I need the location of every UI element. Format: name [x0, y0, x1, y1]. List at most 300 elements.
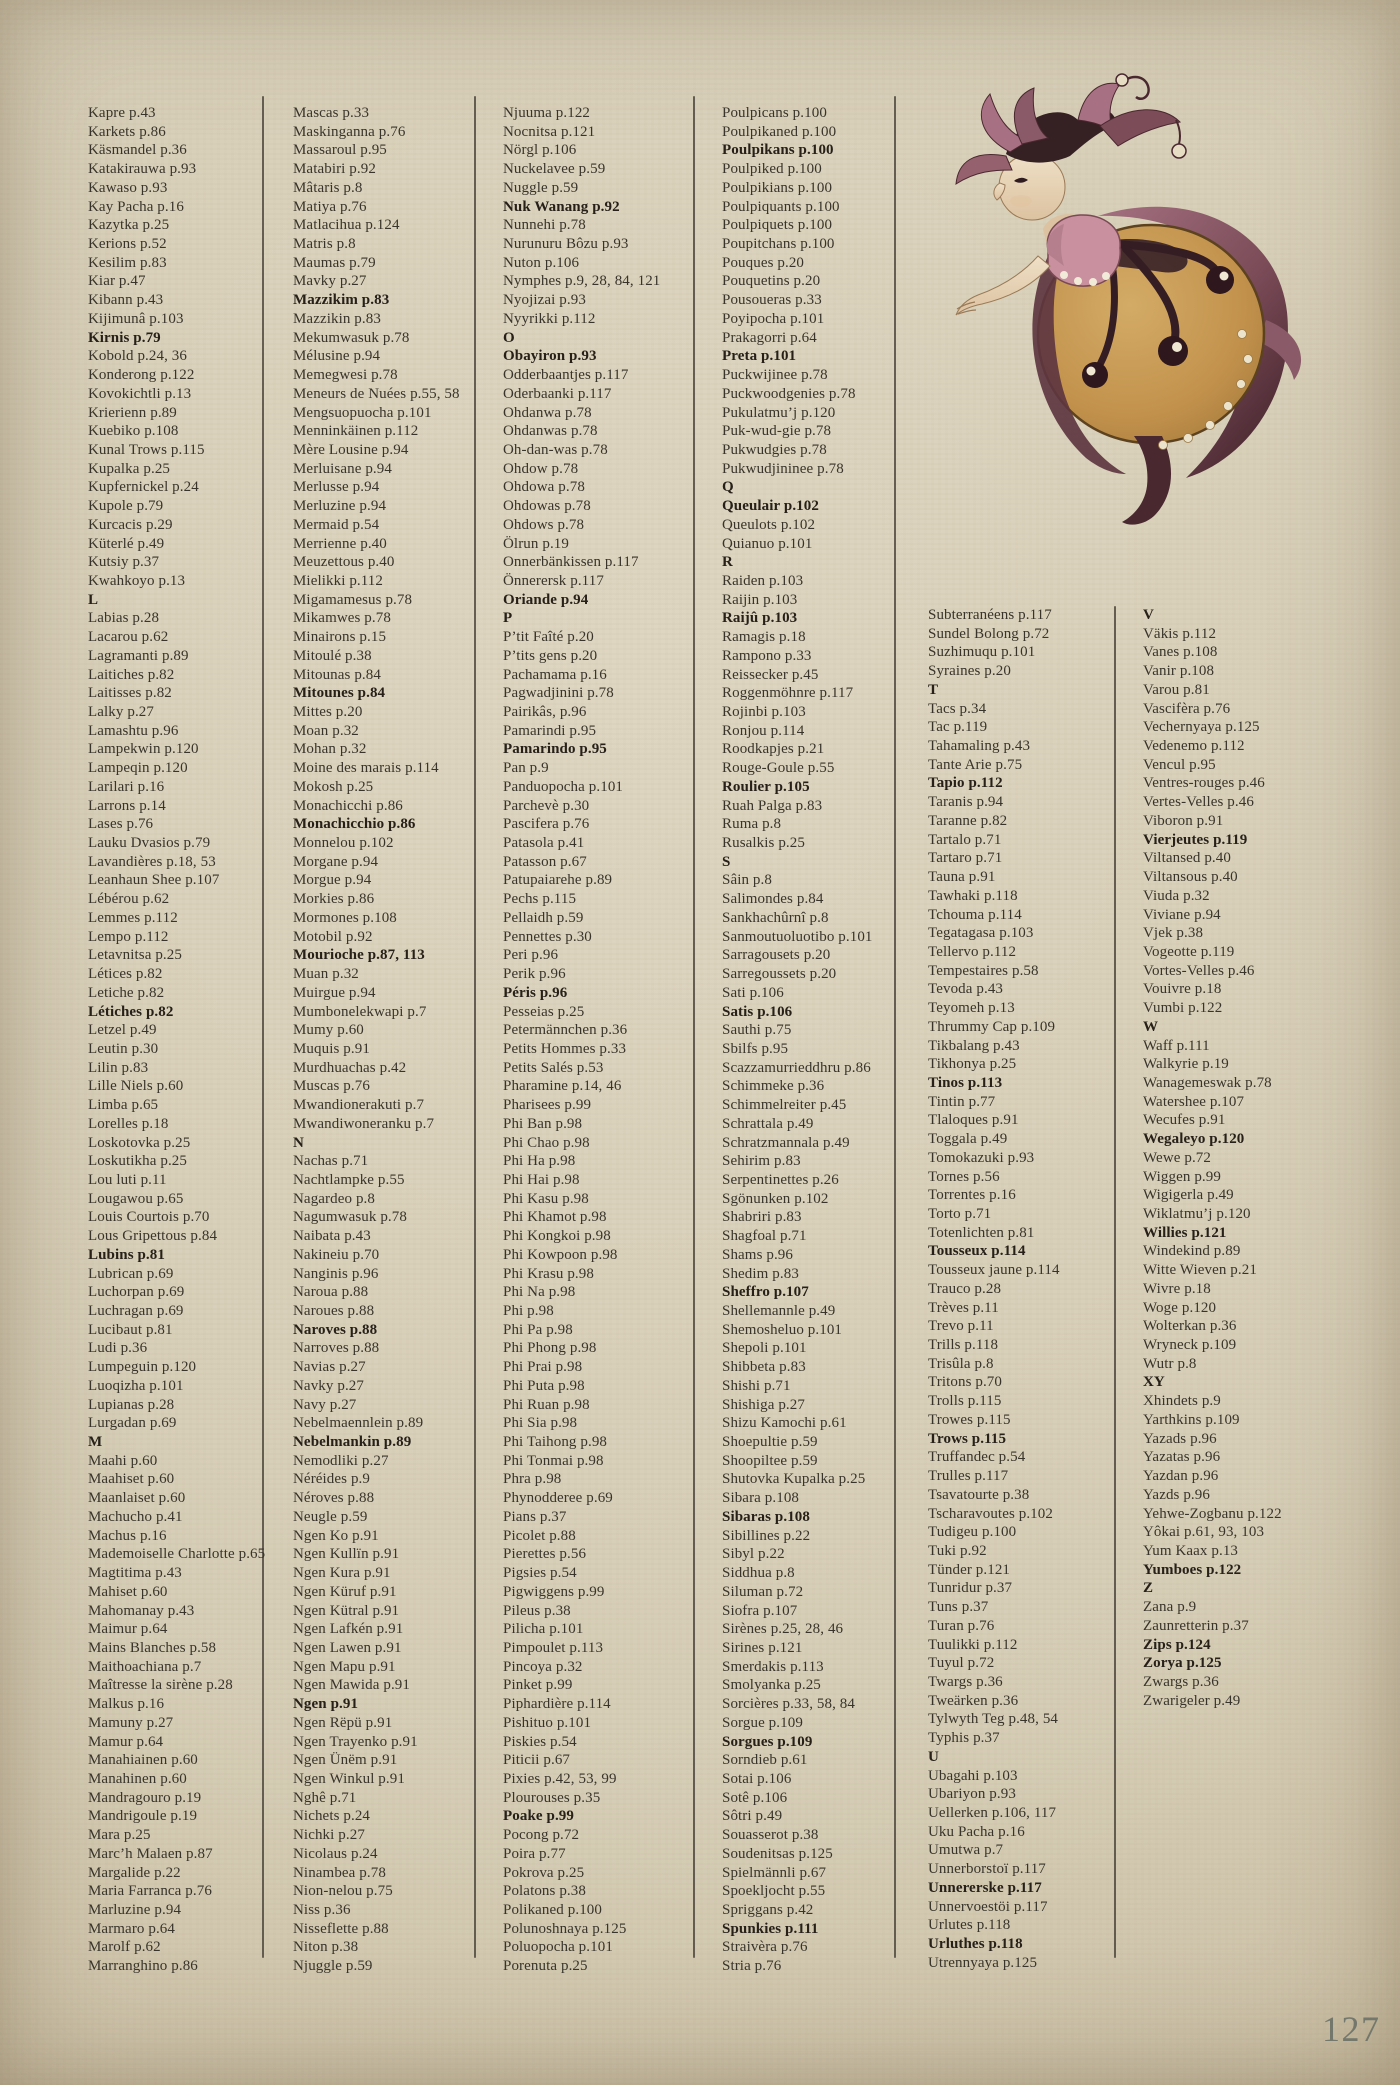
- index-entry: Schimmeke p.36: [722, 1078, 825, 1095]
- index-entry: Nuton p.106: [503, 254, 580, 271]
- index-entry: Muirgue p.94: [293, 984, 376, 1001]
- index-entry: Onnerbänkissen p.117: [503, 554, 639, 571]
- index-entry: Nicolaus p.24: [293, 1845, 378, 1862]
- index-entry: Tartaro p.71: [928, 850, 1003, 867]
- bodice-dot: [1074, 277, 1082, 285]
- index-entry: Nyojizai p.93: [503, 292, 586, 309]
- index-entry: Toggala p.49: [928, 1131, 1008, 1148]
- index-entry: Schrattala p.49: [722, 1115, 814, 1132]
- index-entry: Labias p.28: [88, 610, 160, 627]
- index-entry: Ohdanwa p.78: [503, 404, 592, 421]
- index-entry: Lases p.76: [88, 816, 154, 833]
- index-entry: Puckwijinee p.78: [722, 367, 828, 384]
- index-entry: Phi Ban p.98: [503, 1115, 583, 1132]
- index-entry: Watershee p.107: [1143, 1093, 1245, 1110]
- index-entry: Patasola p.41: [503, 835, 585, 852]
- index-entry: Nebelmankin p.89: [293, 1434, 412, 1451]
- index-entry: Raiden p.103: [722, 572, 804, 589]
- index-entry: Kupfernickel p.24: [88, 479, 199, 496]
- index-entry: Nebelmaennlein p.89: [293, 1415, 424, 1432]
- index-entry: Pamarindi p.95: [503, 722, 597, 739]
- index-entry: Sôtri p.49: [722, 1808, 783, 1825]
- index-entry: Maahiset p.60: [88, 1471, 175, 1488]
- index-entry: Niton p.38: [293, 1939, 359, 1956]
- column-divider: [1114, 606, 1116, 1958]
- index-entry: Sotai p.106: [722, 1770, 792, 1787]
- index-entry: Polunoshnaya p.125: [503, 1920, 627, 1937]
- index-entry: Truffandec p.54: [928, 1449, 1026, 1466]
- index-entry: Ubagahi p.103: [928, 1767, 1018, 1784]
- index-entry: Taranne p.82: [928, 812, 1008, 829]
- index-entry: Smerdakis p.113: [722, 1658, 824, 1675]
- index-entry: Vanir p.108: [1143, 663, 1215, 680]
- index-entry: Pamarindo p.95: [503, 741, 607, 758]
- index-entry: Obayiron p.93: [503, 348, 597, 365]
- index-entry: Vjek p.38: [1143, 925, 1204, 942]
- index-entry: Péris p.96: [503, 984, 568, 1001]
- index-entry: Phi Phong p.98: [503, 1340, 597, 1357]
- index-entry: Nisseflette p.88: [293, 1920, 389, 1937]
- index-entry: Shibbeta p.83: [722, 1359, 806, 1376]
- index-entry: Turan p.76: [928, 1617, 995, 1634]
- index-entry: Maimur p.64: [88, 1621, 168, 1638]
- index-entry: Trisûla p.8: [928, 1355, 994, 1372]
- index-entry: Trevo p.11: [928, 1318, 994, 1335]
- pod-dot: [1244, 355, 1253, 364]
- index-entry: Mitoulé p.38: [293, 647, 372, 664]
- index-column-3: [503, 104, 660, 1976]
- index-entry: Yazds p.96: [1143, 1486, 1210, 1503]
- index-entry: Kijimunâ p.103: [88, 310, 184, 327]
- index-entry: Tempestaires p.58: [928, 962, 1039, 979]
- index-entry: Tikhonya p.25: [928, 1056, 1017, 1073]
- index-entry: Ohdowa p.78: [503, 479, 585, 496]
- index-entry: Kawaso p.93: [88, 179, 168, 196]
- index-entry: Ninambea p.78: [293, 1864, 386, 1881]
- index-entry: Kwahkoyo p.13: [88, 572, 186, 589]
- index-entry: Mandrigoule p.19: [88, 1808, 198, 1825]
- index-entry: Urluthes p.118: [928, 1936, 1023, 1953]
- index-entry: Phi Khamot p.98: [503, 1209, 607, 1226]
- index-entry: Ölrun p.19: [503, 535, 569, 552]
- index-entry: Tomokazuki p.93: [928, 1149, 1035, 1166]
- index-entry: Petermännchen p.36: [503, 1022, 628, 1039]
- index-entry: Néroves p.88: [293, 1490, 375, 1507]
- index-entry: Poake p.99: [503, 1808, 575, 1825]
- index-entry: Tousseux p.114: [928, 1243, 1026, 1260]
- index-entry: Pellaidh p.59: [503, 909, 584, 926]
- index-entry: Pairikâs, p.96: [503, 704, 587, 720]
- index-entry: Küterlé p.49: [88, 535, 165, 552]
- index-entry: Ngen Lawen p.91: [293, 1639, 402, 1656]
- index-entry: Shams p.96: [722, 1246, 794, 1263]
- column-divider: [894, 96, 896, 1958]
- index-entry: Merrienne p.40: [293, 535, 387, 552]
- index-entry: Mermaid p.54: [293, 516, 380, 533]
- index-entry: Zwarigeler p.49: [1143, 1692, 1241, 1709]
- index-entry: Phi Ruan p.98: [503, 1396, 590, 1413]
- index-entry: Walkyrie p.19: [1143, 1056, 1229, 1073]
- index-entry: Kurcacis p.29: [88, 516, 173, 533]
- index-letter-heading: M: [88, 1434, 103, 1451]
- index-entry: Wryneck p.109: [1143, 1337, 1237, 1354]
- index-entry: Machus p.16: [88, 1527, 167, 1544]
- bodice-dot: [1102, 272, 1110, 280]
- index-entry: Mâtaris p.8: [293, 179, 363, 196]
- tendril-bulb: [1082, 362, 1108, 388]
- index-entry: Marc’h Malaen p.87: [88, 1845, 213, 1862]
- index-entry: Sorgue p.109: [722, 1714, 803, 1731]
- index-entry: Krierienn p.89: [88, 404, 177, 421]
- index-entry: Malkus p.16: [88, 1696, 165, 1713]
- index-entry: Sgönunken p.102: [722, 1190, 829, 1207]
- index-entry: Tudigeu p.100: [928, 1524, 1017, 1541]
- headdress-string: [1176, 120, 1180, 144]
- index-entry: Yehwe-Zogbanu p.122: [1143, 1505, 1282, 1522]
- index-entry: Minairons p.15: [293, 629, 387, 646]
- index-column-2: [293, 104, 460, 1976]
- index-entry: Lurgadan p.69: [88, 1415, 177, 1432]
- index-entry: Rusalkis p.25: [722, 835, 805, 852]
- index-column-5: [928, 606, 1060, 1972]
- index-entry: Mitounes p.84: [293, 685, 386, 702]
- index-entry: Viboron p.91: [1143, 812, 1224, 829]
- index-letter-heading: Z: [1143, 1580, 1154, 1597]
- index-entry: Lubrican p.69: [88, 1265, 174, 1282]
- index-entry: Marluzine p.94: [88, 1902, 182, 1918]
- index-entry: Viltansed p.40: [1143, 850, 1231, 867]
- index-entry: Thrummy Cap p.109: [928, 1018, 1056, 1035]
- index-entry: Shutovka Kupalka p.25: [722, 1471, 866, 1488]
- index-entry: Tuyul p.72: [928, 1655, 995, 1672]
- index-entry: Tacs p.34: [928, 700, 987, 717]
- index-entry: Wegaleyo p.120: [1143, 1131, 1245, 1148]
- index-entry: Monachicchi p.86: [293, 797, 403, 814]
- index-entry: Ngen Ko p.91: [293, 1527, 379, 1544]
- index-entry: Maria Farranca p.76: [88, 1883, 212, 1900]
- index-entry: Neugle p.59: [293, 1508, 368, 1525]
- index-entry: Lampekwin p.120: [88, 741, 199, 758]
- index-entry: Soudenitsas p.125: [722, 1845, 833, 1862]
- page-number: 127: [1322, 2009, 1381, 2049]
- index-entry: Unnerborstoï p.117: [928, 1861, 1046, 1878]
- index-entry: Shemosheluo p.101: [722, 1321, 843, 1338]
- index-entry: Urlutes p.118: [928, 1917, 1011, 1934]
- index-entry: Mazzikim p.83: [293, 292, 390, 309]
- index-entry: Phi Kasu p.98: [503, 1190, 589, 1207]
- index-entry: Magtitima p.43: [88, 1565, 182, 1582]
- index-entry: Roulier p.105: [722, 778, 810, 795]
- index-entry: Pinket p.99: [503, 1677, 573, 1694]
- index-entry: Naroves p.88: [293, 1321, 378, 1338]
- index-entry: Leutin p.30: [88, 1040, 159, 1057]
- index-entry: Tylwyth Teg p.48, 54: [928, 1711, 1059, 1728]
- index-entry: Manahiainen p.60: [88, 1752, 198, 1769]
- index-entry: Lougawou p.65: [88, 1190, 184, 1207]
- index-entry: Letavnitsa p.25: [88, 947, 182, 964]
- index-entry: Torrentes p.16: [928, 1187, 1016, 1204]
- index-entry: Sibyl p.22: [722, 1546, 785, 1563]
- index-entry: Waff p.111: [1143, 1037, 1210, 1054]
- index-entry: Naibata p.43: [293, 1228, 371, 1245]
- index-entry: Lébérou p.62: [88, 891, 170, 908]
- index-entry: Pileus p.38: [503, 1602, 571, 1619]
- index-entry: Pennettes p.30: [503, 928, 592, 945]
- index-column-6: [1143, 606, 1282, 1710]
- index-entry: Muscas p.76: [293, 1078, 370, 1095]
- index-entry: Mara p.25: [88, 1827, 151, 1844]
- index-entry: Tac p.119: [928, 719, 988, 736]
- index-entry: Poulpicans p.100: [722, 105, 827, 121]
- index-entry: Phi Kowpoon p.98: [503, 1246, 618, 1263]
- index-entry: Plourouses p.35: [503, 1789, 601, 1806]
- index-entry: Oh-dan-was p.78: [503, 441, 608, 458]
- index-entry: Salimondes p.84: [722, 891, 824, 908]
- index-entry: Vogeotte p.119: [1143, 943, 1235, 960]
- index-entry: Trolls p.115: [928, 1393, 1002, 1410]
- index-entry: Pukwudjininee p.78: [722, 460, 844, 477]
- index-entry: Nion-nelou p.75: [293, 1883, 393, 1900]
- index-entry: Monnelou p.102: [293, 835, 394, 852]
- index-entry: Wewe p.72: [1143, 1149, 1212, 1166]
- index-entry: Tellervo p.112: [928, 943, 1017, 960]
- index-entry: Sauthi p.75: [722, 1022, 792, 1039]
- column-divider: [693, 96, 695, 1958]
- index-entry: Phi Kongkoi p.98: [503, 1228, 611, 1245]
- index-entry: Wutr p.8: [1143, 1355, 1197, 1372]
- index-entry: Sibara p.108: [722, 1490, 800, 1507]
- index-entry: Poulpiked p.100: [722, 161, 822, 178]
- index-entry: Piphardière p.114: [503, 1696, 611, 1713]
- index-entry: Reissecker p.45: [722, 666, 819, 683]
- index-entry: Sarragousets p.20: [722, 947, 831, 964]
- index-entry: Phi Sia p.98: [503, 1415, 578, 1432]
- index-entry: Suzhimuqu p.101: [928, 644, 1036, 661]
- index-entry: Létiches p.82: [88, 1003, 174, 1020]
- index-entry: Ventres-rouges p.46: [1143, 775, 1265, 792]
- index-entry: Schratzmannala p.49: [722, 1134, 850, 1151]
- index-entry: Njuggle p.59: [293, 1958, 373, 1975]
- index-entry: Syraines p.20: [928, 663, 1011, 680]
- index-entry: P’tit Faîté p.20: [503, 629, 594, 646]
- index-entry: Laitisses p.82: [88, 685, 172, 702]
- index-entry: Pechs p.115: [503, 891, 577, 908]
- index-entry: Yazatas p.96: [1143, 1449, 1221, 1466]
- index-entry: Poulpiquants p.100: [722, 198, 840, 215]
- index-entry: Yarthkins p.109: [1143, 1411, 1240, 1428]
- index-letter-heading: Q: [722, 479, 734, 496]
- index-entry: Shepoli p.101: [722, 1340, 807, 1357]
- index-entry: Louis Courtois p.70: [88, 1209, 210, 1226]
- index-entry: Phi Prai p.98: [503, 1359, 583, 1376]
- index-entry: Willies p.121: [1143, 1224, 1227, 1241]
- index-entry: Mamur p.64: [88, 1733, 164, 1750]
- index-entry: Väkis p.112: [1143, 625, 1217, 642]
- index-entry: Pukwudgies p.78: [722, 441, 827, 458]
- index-entry: Trows p.115: [928, 1430, 1007, 1447]
- index-entry: Néréides p.9: [293, 1471, 371, 1488]
- index-entry: Tunridur p.37: [928, 1580, 1013, 1597]
- index-entry: Piskies p.54: [503, 1733, 577, 1750]
- index-entry: Pagwadjinini p.78: [503, 685, 614, 702]
- index-entry: Mikamwes p.78: [293, 610, 391, 627]
- index-entry: Puk-wud-gie p.78: [722, 423, 832, 440]
- index-entry: Mittes p.20: [293, 704, 363, 720]
- index-entry: Nurunuru Bôzu p.93: [503, 236, 629, 253]
- index-entry: Sorndieb p.61: [722, 1752, 808, 1769]
- index-entry: Spunkies p.111: [722, 1920, 819, 1937]
- index-letter-heading: XY: [1143, 1374, 1165, 1391]
- index-entry: Viviane p.94: [1143, 906, 1221, 923]
- index-entry: Schimmelreiter p.45: [722, 1097, 847, 1114]
- index-entry: Sâin p.8: [722, 872, 772, 889]
- index-letter-heading: L: [88, 591, 99, 608]
- index-entry: Mains Blanches p.58: [88, 1639, 217, 1656]
- index-entry: Tintin p.77: [928, 1093, 996, 1110]
- index-entry: Meneurs de Nuées p.55, 58: [293, 385, 460, 402]
- index-entry: Lous Gripettous p.84: [88, 1228, 218, 1245]
- index-entry: Zana p.9: [1143, 1599, 1197, 1616]
- index-entry: Tuns p.37: [928, 1599, 989, 1616]
- index-entry: Tuki p.92: [928, 1542, 987, 1559]
- index-entry: Utrennyaya p.125: [928, 1954, 1038, 1971]
- index-entry: Ludi p.36: [88, 1340, 148, 1357]
- index-entry: Ngen Winkul p.91: [293, 1770, 405, 1787]
- index-entry: Nghê p.71: [293, 1789, 357, 1806]
- index-entry: Lucibaut p.81: [88, 1321, 173, 1338]
- index-entry: Mumy p.60: [293, 1022, 364, 1039]
- index-entry: Nichets p.24: [293, 1808, 371, 1825]
- index-entry: Twargs p.36: [928, 1673, 1003, 1690]
- index-entry: Tuulikki p.112: [928, 1636, 1018, 1653]
- index-entry: Straivèra p.76: [722, 1939, 808, 1956]
- column-divider: [474, 96, 476, 1958]
- index-entry: Kibann p.43: [88, 292, 164, 309]
- index-entry: Sehirim p.83: [722, 1153, 801, 1170]
- index-entry: Marolf p.62: [88, 1939, 161, 1956]
- index-entry: Kerions p.52: [88, 236, 167, 253]
- index-entry: Lauku Dvasios p.79: [88, 835, 211, 852]
- index-entry: Ngen Rëpü p.91: [293, 1714, 393, 1731]
- index-entry: Rampono p.33: [722, 647, 812, 664]
- index-entry: Shishiga p.27: [722, 1396, 805, 1413]
- index-entry: Konderong p.122: [88, 367, 195, 384]
- index-entry: Käsmandel p.36: [88, 142, 187, 159]
- index-entry: Raijû p.103: [722, 610, 798, 627]
- index-entry: Phi p.98: [503, 1303, 554, 1319]
- index-entry: Kovokichtli p.13: [88, 385, 192, 402]
- index-entry: Sibaras p.108: [722, 1508, 810, 1525]
- index-entry: Ngen Mawida p.91: [293, 1677, 410, 1694]
- pod-dot: [1224, 402, 1233, 411]
- index-entry: Lubins p.81: [88, 1246, 165, 1263]
- index-entry: Ohdow p.78: [503, 460, 579, 477]
- index-entry: Manahinen p.60: [88, 1770, 187, 1787]
- index-entry: Wolterkan p.36: [1143, 1318, 1237, 1335]
- index-entry: Lampeqin p.120: [88, 760, 188, 777]
- index-entry: Nocnitsa p.121: [503, 123, 596, 140]
- pod-dot: [1159, 441, 1168, 450]
- headdress-bell: [1116, 74, 1128, 86]
- index-entry: Nörgl p.106: [503, 142, 577, 159]
- index-entry: Varou p.81: [1143, 681, 1210, 698]
- index-entry: Oriande p.94: [503, 591, 589, 608]
- index-entry: Phi Puta p.98: [503, 1377, 585, 1394]
- index-entry: Zips p.124: [1143, 1636, 1211, 1653]
- index-entry: Shizu Kamochi p.61: [722, 1415, 847, 1432]
- index-entry: Pigwiggens p.99: [503, 1583, 605, 1600]
- index-entry: Mormones p.108: [293, 909, 397, 926]
- index-entry: Shedim p.83: [722, 1265, 799, 1282]
- index-entry: Ohdows p.78: [503, 516, 585, 533]
- index-entry: Tritons p.70: [928, 1374, 1003, 1391]
- index-entry: Nagumwasuk p.78: [293, 1209, 407, 1226]
- index-entry: Yôkai p.61, 93, 103: [1143, 1524, 1265, 1541]
- index-entry: Mourioche p.87, 113: [293, 947, 425, 964]
- index-entry: Memegwesi p.78: [293, 367, 398, 384]
- index-entry: Phra p.98: [503, 1471, 562, 1488]
- index-entry: Pilicha p.101: [503, 1621, 584, 1638]
- index-entry: Lamashtu p.96: [88, 722, 179, 739]
- index-entry: Maîtresse la sirène p.28: [88, 1677, 233, 1694]
- index-entry: Ramagis p.18: [722, 629, 806, 646]
- index-entry: Matlacihua p.124: [293, 217, 400, 234]
- index-entry: Marmaro p.64: [88, 1920, 176, 1937]
- index-entry: Siofra p.107: [722, 1602, 798, 1619]
- index-entry: Roggenmöhnre p.117: [722, 685, 854, 702]
- index-entry: Shagfoal p.71: [722, 1228, 807, 1245]
- index-entry: Sarregoussets p.20: [722, 966, 837, 983]
- index-entry: Shishi p.71: [722, 1377, 791, 1394]
- index-column-4: [722, 104, 873, 1976]
- index-entry: Migamamesus p.78: [293, 591, 413, 608]
- index-entry: Quianuo p.101: [722, 535, 813, 552]
- index-entry: Yazads p.96: [1143, 1430, 1217, 1447]
- index-entry: Lilin p.83: [88, 1059, 149, 1076]
- index-entry: Njuuma p.122: [503, 105, 591, 121]
- index-entry: Letiche p.82: [88, 984, 165, 1001]
- index-entry: Mokosh p.25: [293, 778, 374, 795]
- index-entry: Nanginis p.96: [293, 1265, 379, 1282]
- index-entry: Tünder p.121: [928, 1561, 1011, 1578]
- index-entry: Ronjou p.114: [722, 722, 805, 739]
- index-entry: Nyyrikki p.112: [503, 310, 596, 327]
- index-entry: Ruma p.8: [722, 816, 782, 833]
- tendril-bulb: [1158, 336, 1188, 366]
- index-entry: Uku Pacha p.16: [928, 1823, 1025, 1840]
- index-entry: Luoqizha p.101: [88, 1377, 184, 1394]
- index-entry: Larrons p.14: [88, 797, 166, 814]
- index-entry: Ngen Küruf p.91: [293, 1583, 397, 1600]
- index-entry: Vanes p.108: [1143, 644, 1218, 661]
- index-entry: Katakirauwa p.93: [88, 161, 197, 178]
- index-entry: Trulles p.117: [928, 1468, 1009, 1485]
- index-entry: Typhis p.37: [928, 1730, 1000, 1747]
- index-entry: Vortes-Velles p.46: [1143, 962, 1255, 979]
- index-entry: Rouge-Goule p.55: [722, 760, 835, 777]
- index-entry: Lupianas p.28: [88, 1396, 175, 1413]
- index-entry: Lorelles p.18: [88, 1115, 169, 1132]
- index-entry: Queulair p.102: [722, 498, 819, 515]
- index-entry: Pouques p.20: [722, 254, 805, 271]
- index-entry: Mère Lousine p.94: [293, 441, 409, 458]
- index-entry: Zorya p.125: [1143, 1655, 1222, 1672]
- index-letter-heading: U: [928, 1748, 939, 1765]
- index-entry: Mitounas p.84: [293, 666, 381, 683]
- index-entry: Luchragan p.69: [88, 1303, 184, 1319]
- index-entry: Phi Taihong p.98: [503, 1434, 608, 1451]
- index-entry: Merluisane p.94: [293, 460, 392, 477]
